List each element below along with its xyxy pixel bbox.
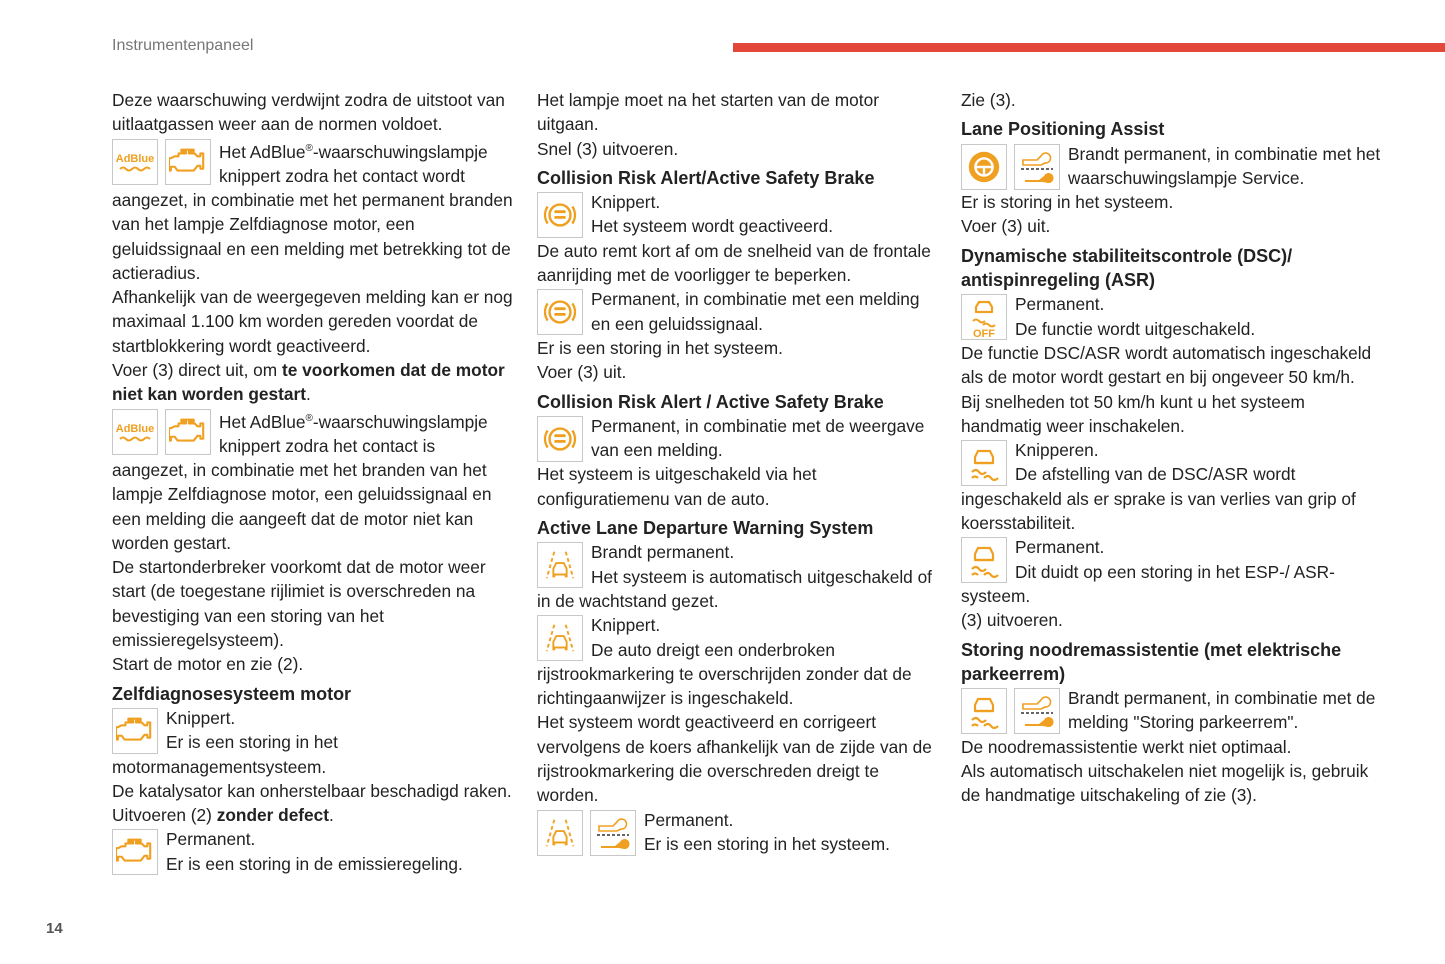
paragraph: Bij snelheden tot 50 km/h kunt u het systeem handmatig weer inschakelen. bbox=[961, 391, 1305, 436]
paragraph: Er is storing in het systeem. bbox=[961, 192, 1174, 213]
icon-group bbox=[961, 537, 1007, 583]
paragraph: De auto remt kort af om de snelheid van de frontale aanrijding met de voorligger te beperken. bbox=[537, 240, 931, 286]
paragraph: Dit duidt op een storing in het ESP-/ ASR-systeem. bbox=[961, 561, 1335, 606]
paragraph: De functie DSC/ASR wordt automatisch ingeschakeld als de motor wordt gestart en bij ongeveer 50 km/h. bbox=[961, 342, 1372, 388]
icon-group bbox=[537, 416, 583, 462]
section-heading: Zelfdiagnosesysteem motor bbox=[112, 683, 352, 704]
paragraph: Permanent. bbox=[644, 809, 734, 830]
page-header-title: Instrumentenpaneel bbox=[112, 37, 254, 54]
paragraph: Permanent, in combinatie met een melding en een geluidssignaal. bbox=[591, 289, 920, 334]
paragraph: Er is een storing in het systeem. bbox=[644, 833, 890, 854]
paragraph: De auto dreigt een onderbroken rijstrookmarkering te overschrijden zonder dat de richtingaanwijzer is ingeschakeld. bbox=[537, 639, 912, 709]
collision-brake-icon bbox=[537, 416, 583, 462]
section-heading: Dynamische stabiliteitscontrole (DSC)/ antispinregeling (ASR) bbox=[961, 245, 1293, 291]
engine-fault-icon bbox=[112, 829, 158, 875]
column-3 bbox=[961, 88, 1381, 808]
paragraph: Voer (3) uit. bbox=[537, 362, 627, 383]
page-number: 14 bbox=[46, 920, 63, 937]
icon-group bbox=[112, 708, 158, 754]
paragraph: Het systeem is automatisch uitgeschakeld of in de wachtstand gezet. bbox=[537, 566, 932, 611]
icon-group bbox=[961, 688, 1060, 734]
paragraph: Knippert. bbox=[591, 615, 661, 636]
paragraph: De noodremassistentie werkt niet optimaal. bbox=[961, 736, 1292, 757]
paragraph: Als automatisch uitschakelen niet mogelijk is, gebruik de handmatige uitschakeling of zie (3). bbox=[961, 761, 1369, 806]
paragraph: Permanent. bbox=[1015, 294, 1105, 315]
engine-fault-icon bbox=[165, 139, 211, 185]
svg-text:AdBlue: AdBlue bbox=[115, 152, 155, 165]
paragraph: Permanent, in combinatie met de weergave van een melding. bbox=[591, 415, 925, 461]
paragraph: Snel (3) uitvoeren. bbox=[537, 138, 679, 159]
paragraph: Het AdBlue®-waarschuwingslampje knippert zodra het contact is aangezet, in combinatie met het branden van het lampje Zelfdiagnose motor, een geluidssignaal en een melding die aangeeft dat de motor niet kan worden gestart. bbox=[112, 411, 492, 553]
paragraph: Brandt permanent, in combinatie met het waarschuwingslampje Service. bbox=[1068, 143, 1381, 188]
adblue-warning-icon bbox=[112, 139, 158, 185]
icon-group bbox=[537, 542, 583, 588]
service-wrench-icon bbox=[590, 810, 636, 856]
skid-car-icon bbox=[961, 688, 1007, 734]
icon-group bbox=[961, 440, 1007, 486]
paragraph: Brandt permanent. bbox=[591, 542, 735, 563]
icon-group bbox=[537, 615, 583, 661]
paragraph: De afstelling van de DSC/ASR wordt ingeschakeld als er sprake is van verlies van grip of koersstabiliteit. bbox=[961, 464, 1356, 534]
column-1 bbox=[112, 88, 514, 876]
paragraph: Er is een storing in het motormanagementsysteem. bbox=[112, 732, 338, 777]
engine-fault-icon bbox=[165, 409, 211, 455]
paragraph: Knippert. bbox=[591, 192, 661, 213]
collision-brake-icon bbox=[537, 289, 583, 335]
paragraph: Het systeem is uitgeschakeld via het configuratiemenu van de auto. bbox=[537, 464, 817, 509]
paragraph: Permanent. bbox=[166, 829, 256, 850]
service-wrench-icon bbox=[1014, 688, 1060, 734]
paragraph: De functie wordt uitgeschakeld. bbox=[1015, 318, 1256, 339]
paragraph: Het systeem wordt geactiveerd en corrigeert vervolgens de koers afhankelijk van de zijde van de rijstrookmarkering die overschreden dreigt te worden. bbox=[537, 712, 932, 806]
collision-brake-icon bbox=[537, 192, 583, 238]
section-heading: Active Lane Departure Warning System bbox=[537, 518, 874, 539]
icon-group bbox=[537, 192, 583, 238]
icon-group bbox=[537, 810, 636, 856]
paragraph: De katalysator kan onherstelbaar beschadigd raken. bbox=[112, 780, 512, 801]
service-wrench-icon bbox=[1014, 144, 1060, 190]
lane-departure-icon bbox=[537, 810, 583, 856]
engine-fault-icon bbox=[112, 708, 158, 754]
paragraph: Deze waarschuwing verdwijnt zodra de uitstoot van uitlaatgassen weer aan de normen voldoet. bbox=[112, 90, 505, 135]
skid-car-icon bbox=[961, 440, 1007, 486]
paragraph: Brandt permanent, in combinatie met de melding "Storing parkeerrem". bbox=[1068, 688, 1376, 733]
paragraph: Zie (3). bbox=[961, 90, 1016, 110]
header-accent-bar bbox=[733, 43, 1445, 52]
icon-group bbox=[112, 139, 211, 185]
icon-group bbox=[961, 294, 1007, 340]
paragraph: Er is een storing in het systeem. bbox=[537, 337, 783, 358]
paragraph: De startonderbreker voorkomt dat de motor weer start (de toegestane rijlimiet is overschreden na bevestiging van een storing van het emissieregelsysteem). bbox=[112, 557, 486, 651]
section-heading: Collision Risk Alert/Active Safety Brake bbox=[537, 167, 875, 188]
paragraph: Voer (3) uit. bbox=[961, 216, 1051, 237]
skid-car-icon bbox=[961, 537, 1007, 583]
icon-group bbox=[112, 829, 158, 875]
paragraph: Er is een storing in de emissieregeling. bbox=[166, 853, 463, 874]
paragraph: Het AdBlue®-waarschuwingslampje knippert zodra het contact wordt aangezet, in combinatie met het permanent branden van het lampje Zelfdiagnose motor, een geluidssignaal en een melding met betrekking tot de actieradius. bbox=[112, 141, 513, 283]
paragraph: Het lampje moet na het starten van de motor uitgaan. bbox=[537, 90, 879, 135]
paragraph: (3) uitvoeren. bbox=[961, 610, 1063, 631]
steering-wheel-icon bbox=[961, 144, 1007, 190]
paragraph: Knipperen. bbox=[1015, 440, 1099, 461]
icon-group bbox=[112, 409, 211, 455]
paragraph: Knippert. bbox=[166, 707, 236, 728]
icon-group bbox=[537, 289, 583, 335]
dsc-off-icon bbox=[961, 294, 1007, 340]
adblue-warning-icon bbox=[112, 409, 158, 455]
lane-departure-icon bbox=[537, 542, 583, 588]
svg-text:OFF: OFF bbox=[973, 328, 995, 339]
paragraph: Uitvoeren (2) zonder defect. bbox=[112, 805, 334, 826]
svg-text:AdBlue: AdBlue bbox=[115, 422, 155, 435]
column-2 bbox=[537, 88, 939, 856]
section-heading: Collision Risk Alert / Active Safety Brake bbox=[537, 391, 884, 412]
section-heading: Lane Positioning Assist bbox=[961, 119, 1165, 140]
icon-group bbox=[961, 144, 1060, 190]
lane-departure-icon bbox=[537, 615, 583, 661]
paragraph: Permanent. bbox=[1015, 537, 1105, 558]
paragraph: Afhankelijk van de weergegeven melding kan er nog maximaal 1.100 km worden gereden voordat de startblokkering wordt geactiveerd. bbox=[112, 287, 513, 356]
paragraph: Voer (3) direct uit, om te voorkomen dat de motor niet kan worden gestart. bbox=[112, 360, 505, 405]
paragraph: Het systeem wordt geactiveerd. bbox=[591, 216, 834, 237]
section-heading: Storing noodremassistentie (met elektrische parkeerrem) bbox=[961, 639, 1342, 684]
paragraph: Start de motor en zie (2). bbox=[112, 654, 304, 675]
